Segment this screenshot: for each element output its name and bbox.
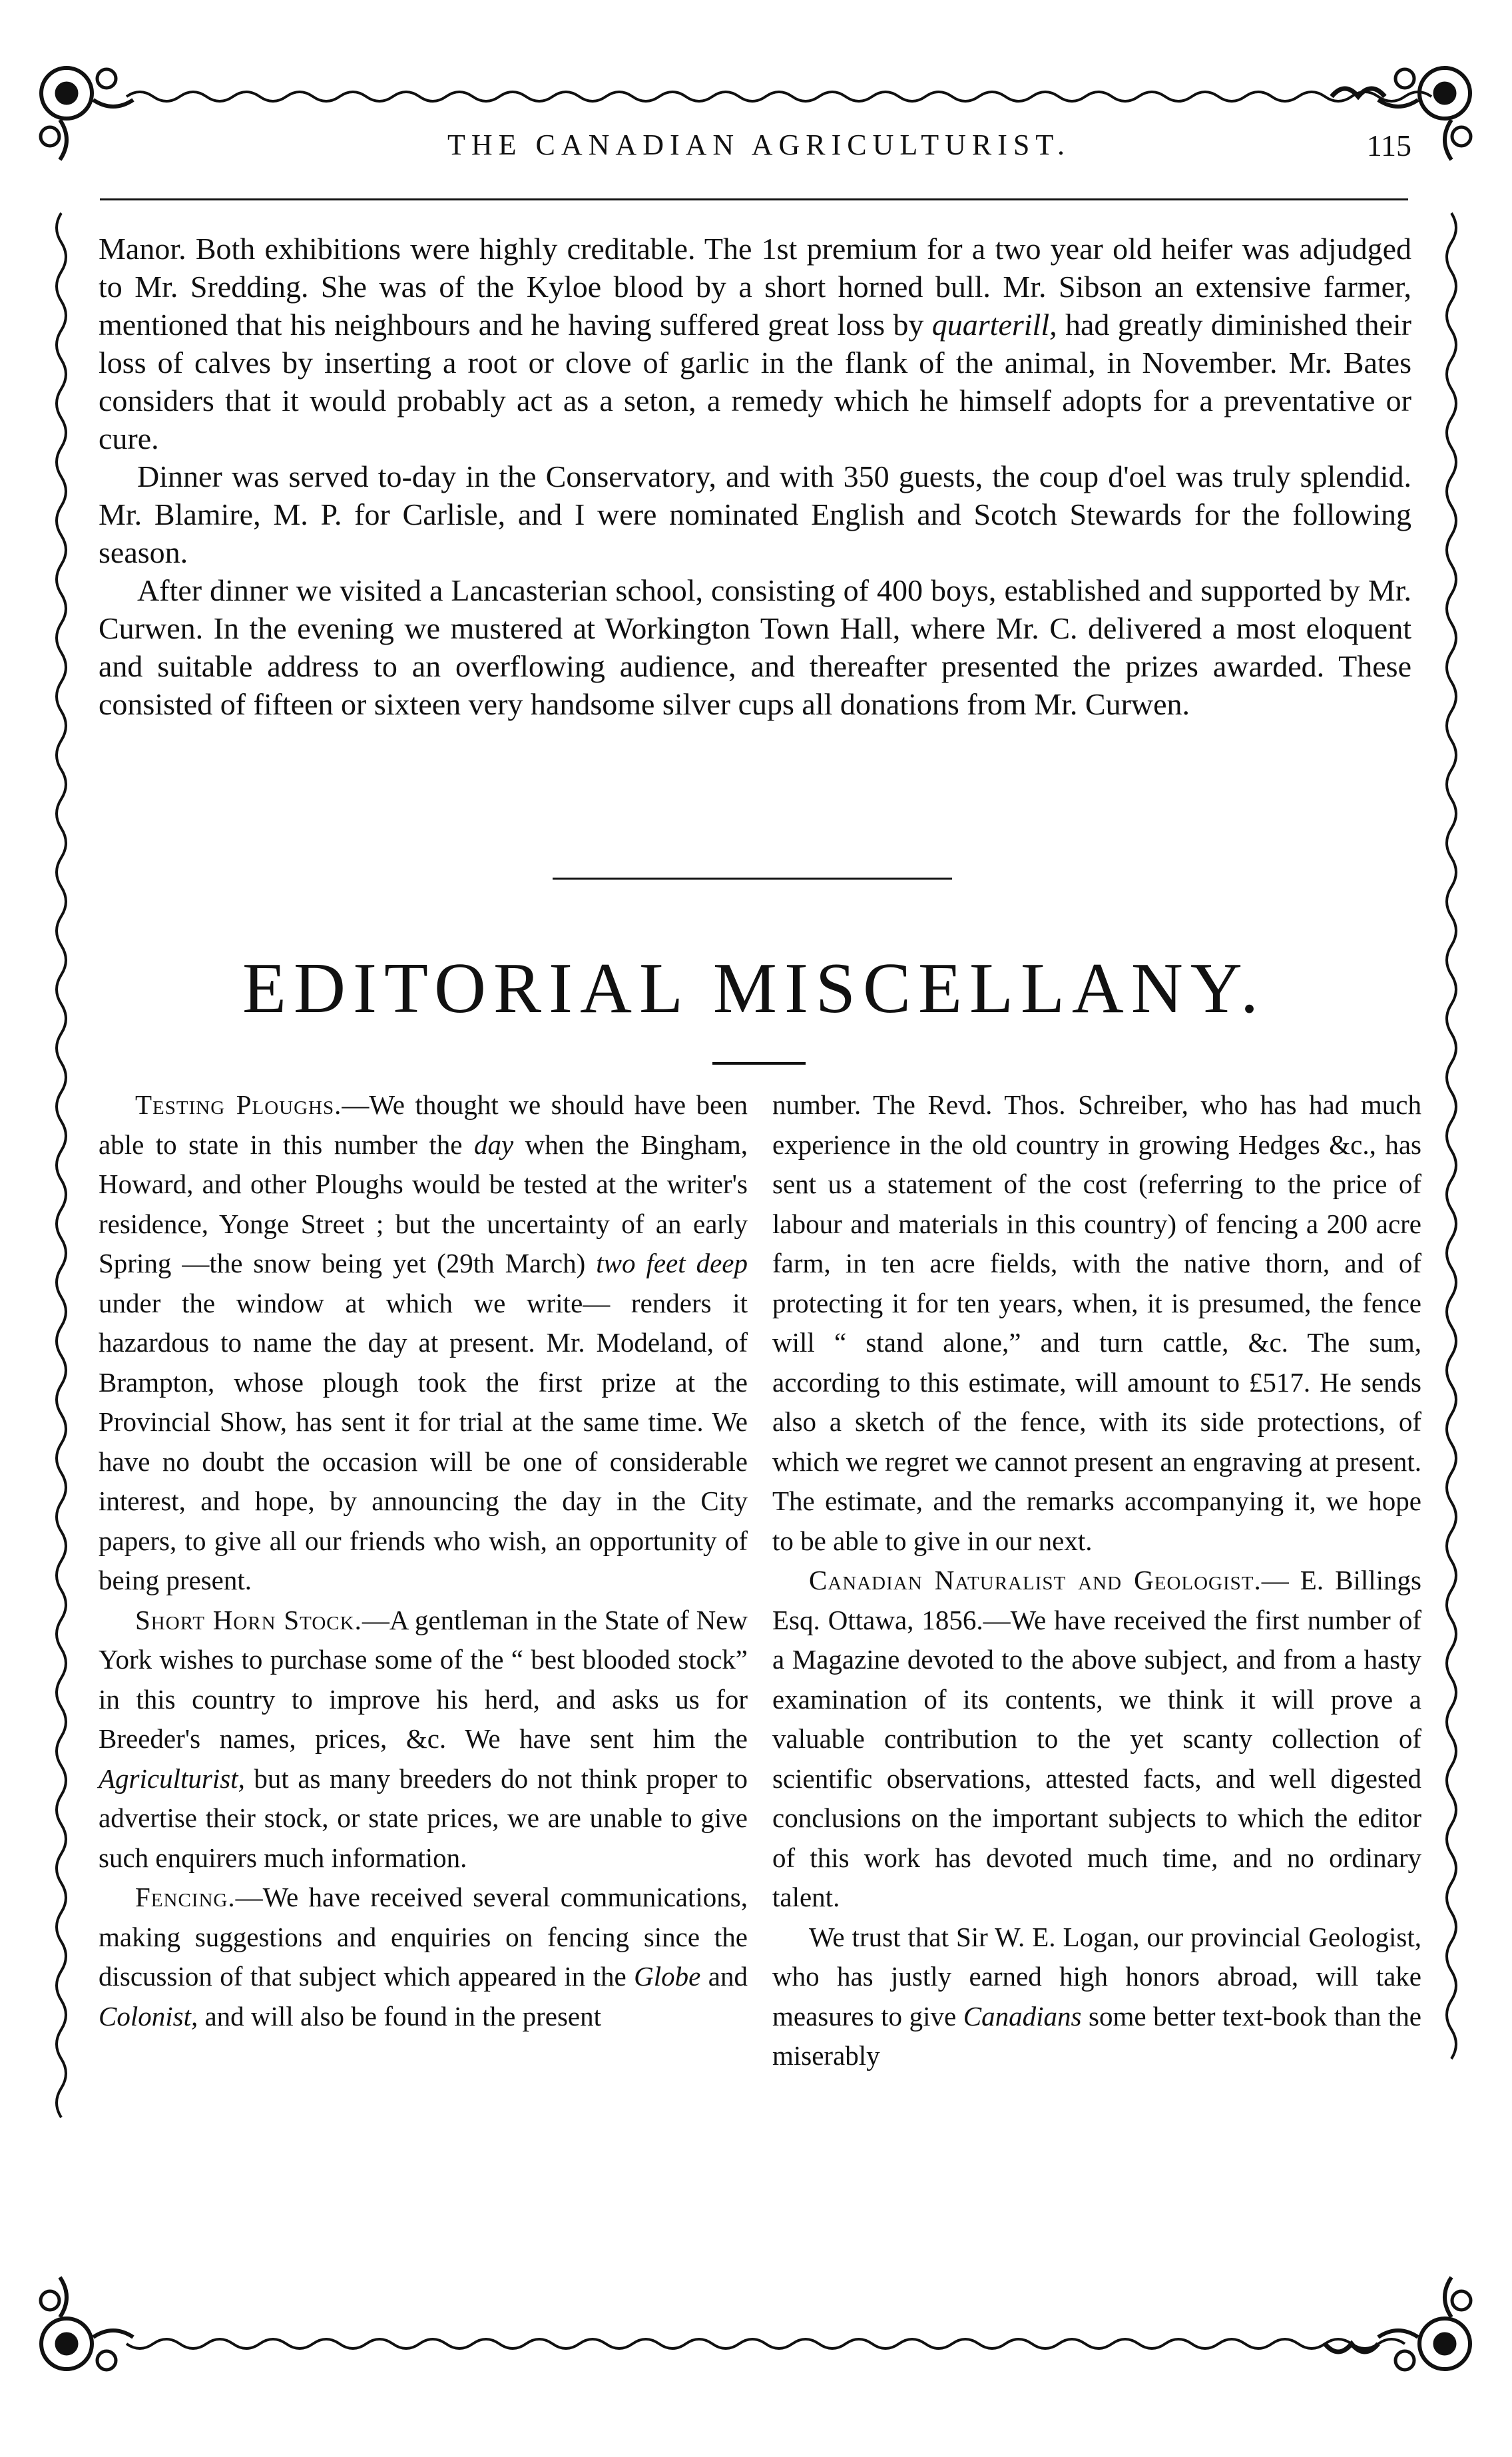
article-logan: We trust that Sir W. E. Logan, our provincial Geologist, who has justly earned high honors abroad, will take measures to give Canadians some better text-book than the miserably [772, 1921, 1422, 2071]
section-title: EDITORIAL MISCELLANY. [242, 949, 1266, 1028]
article-fencing: Fencing.—We have received several communications, making suggestions and enquiries on fencing since the discussion of that subject which appeared in the Globe and Colonist, and will also be found in the present [99, 1882, 748, 2032]
corner-ornament-bottom-left [41, 2277, 133, 2370]
header-rule [100, 198, 1408, 200]
article-heading: Fencing. [135, 1882, 236, 1912]
article-heading: Canadian Naturalist and Geologist. [809, 1565, 1262, 1595]
article-testing-ploughs: Testing Ploughs.—We thought we should have been able to state in this number the day when the Bingham, Howard, and other Ploughs would be tested at the writer's residence, Yonge Street ; but the uncertainty of an early Spring —the snow being yet (29th March) two feet deep under the window at which we write— renders it hazardous to name the day at present. Mr. Modeland, of Brampton, whose plough took the first prize at the Provincial Show, has sent it for trial at the same time. We have no doubt the occasion will be one of considerable interest, and hope, by announcing the day in the City papers, to give all our friends who wish, an opportunity of being present. [99, 1089, 748, 1595]
running-title: THE CANADIAN AGRICULTURIST. [447, 129, 1071, 161]
left-column [99, 1085, 748, 2036]
paragraph: Manor. Both exhibitions were highly creditable. The 1st premium for a two year old heifer was adjudged to Mr. Sredding. She was of the Kyloe blood by a short horned bull. Mr. Sibson an extensive farmer, mentioned that his neighbours and he having suffered great loss by quarterill, had greatly diminished their loss of calves by inserting a root or clove of garlic in the flank of the animal, in November. Mr. Bates considers that it would probably act as a seton, a remedy which he himself adopts for a preventative or cure. [99, 232, 1411, 455]
corner-ornament-bottom-right [1325, 2277, 1471, 2370]
article-canadian-naturalist: Canadian Naturalist and Geologist.— E. Billings Esq. Ottawa, 1856.—We have received the first number of a Magazine devoted to the above subject, and from a hasty examination of its contents, we think it will prove a valuable contribution to the yet scanty collection of scientific observations, attested facts, and well digested conclusions on the important subjects to which the editor of this work has devoted much time, and no ordinary talent. [772, 1565, 1421, 1912]
section-divider [553, 878, 952, 880]
article-heading: Short Horn Stock. [135, 1604, 362, 1635]
article-short-horn-stock: Short Horn Stock.—A gentleman in the State of New York wishes to purchase some of the “ best blooded stock” in this country to improve his herd, and asks us for Breeder's names, prices, &c. We have sent him the Agriculturist, but as many breeders do not think proper to advertise their stock, or state prices, we are unable to give such enquirers much information. [99, 1604, 748, 1873]
page-number: 115 [1366, 129, 1411, 162]
left-border-vine [57, 213, 66, 2117]
paragraph: Dinner was served to-day in the Conservatory, and with 350 guests, the coup d'oel was truly splendid. Mr. Blamire, M. P. for Carlisle, and I were nominated English and Scotch Stewards for the following season. [99, 459, 1411, 569]
running-head [100, 128, 1418, 174]
top-border-vine [126, 92, 1431, 101]
article-fencing-continued: number. The Revd. Thos. Schreiber, who has had much experience in the old country in growing Hedges &c., has sent us a statement of the cost (referring to the price of labour and materials in this country) of fencing a 200 acre farm, in ten acre fields, with the native thorn, and of protecting it for ten years, when, it is presumed, the fence will “ stand alone,” and turn cattle, &c. The sum, according to this estimate, will amount to £517. He sends also a sketch of the fence, with its side protections, of which we regret we cannot present an engraving at present. The estimate, and the remarks accompanying it, we hope to be able to give in our next. [772, 1089, 1421, 1556]
continued-article [99, 230, 1411, 723]
right-column [772, 1085, 1421, 2076]
title-underline [712, 1062, 806, 1065]
paragraph: After dinner we visited a Lancasterian school, consisting of 400 boys, established and supported by Mr. Curwen. In the evening we mustered at Workington Town Hall, where Mr. C. delivered a most eloquent and suitable address to an overflowing audience, and thereafter presented the prizes awarded. These consisted of fifteen or sixteen very handsome silver cups all donations from Mr. Curwen. [99, 573, 1411, 721]
bottom-border-vine [126, 2339, 1405, 2348]
right-border-vine [1447, 213, 1456, 2059]
article-heading: Testing Ploughs. [135, 1089, 342, 1120]
